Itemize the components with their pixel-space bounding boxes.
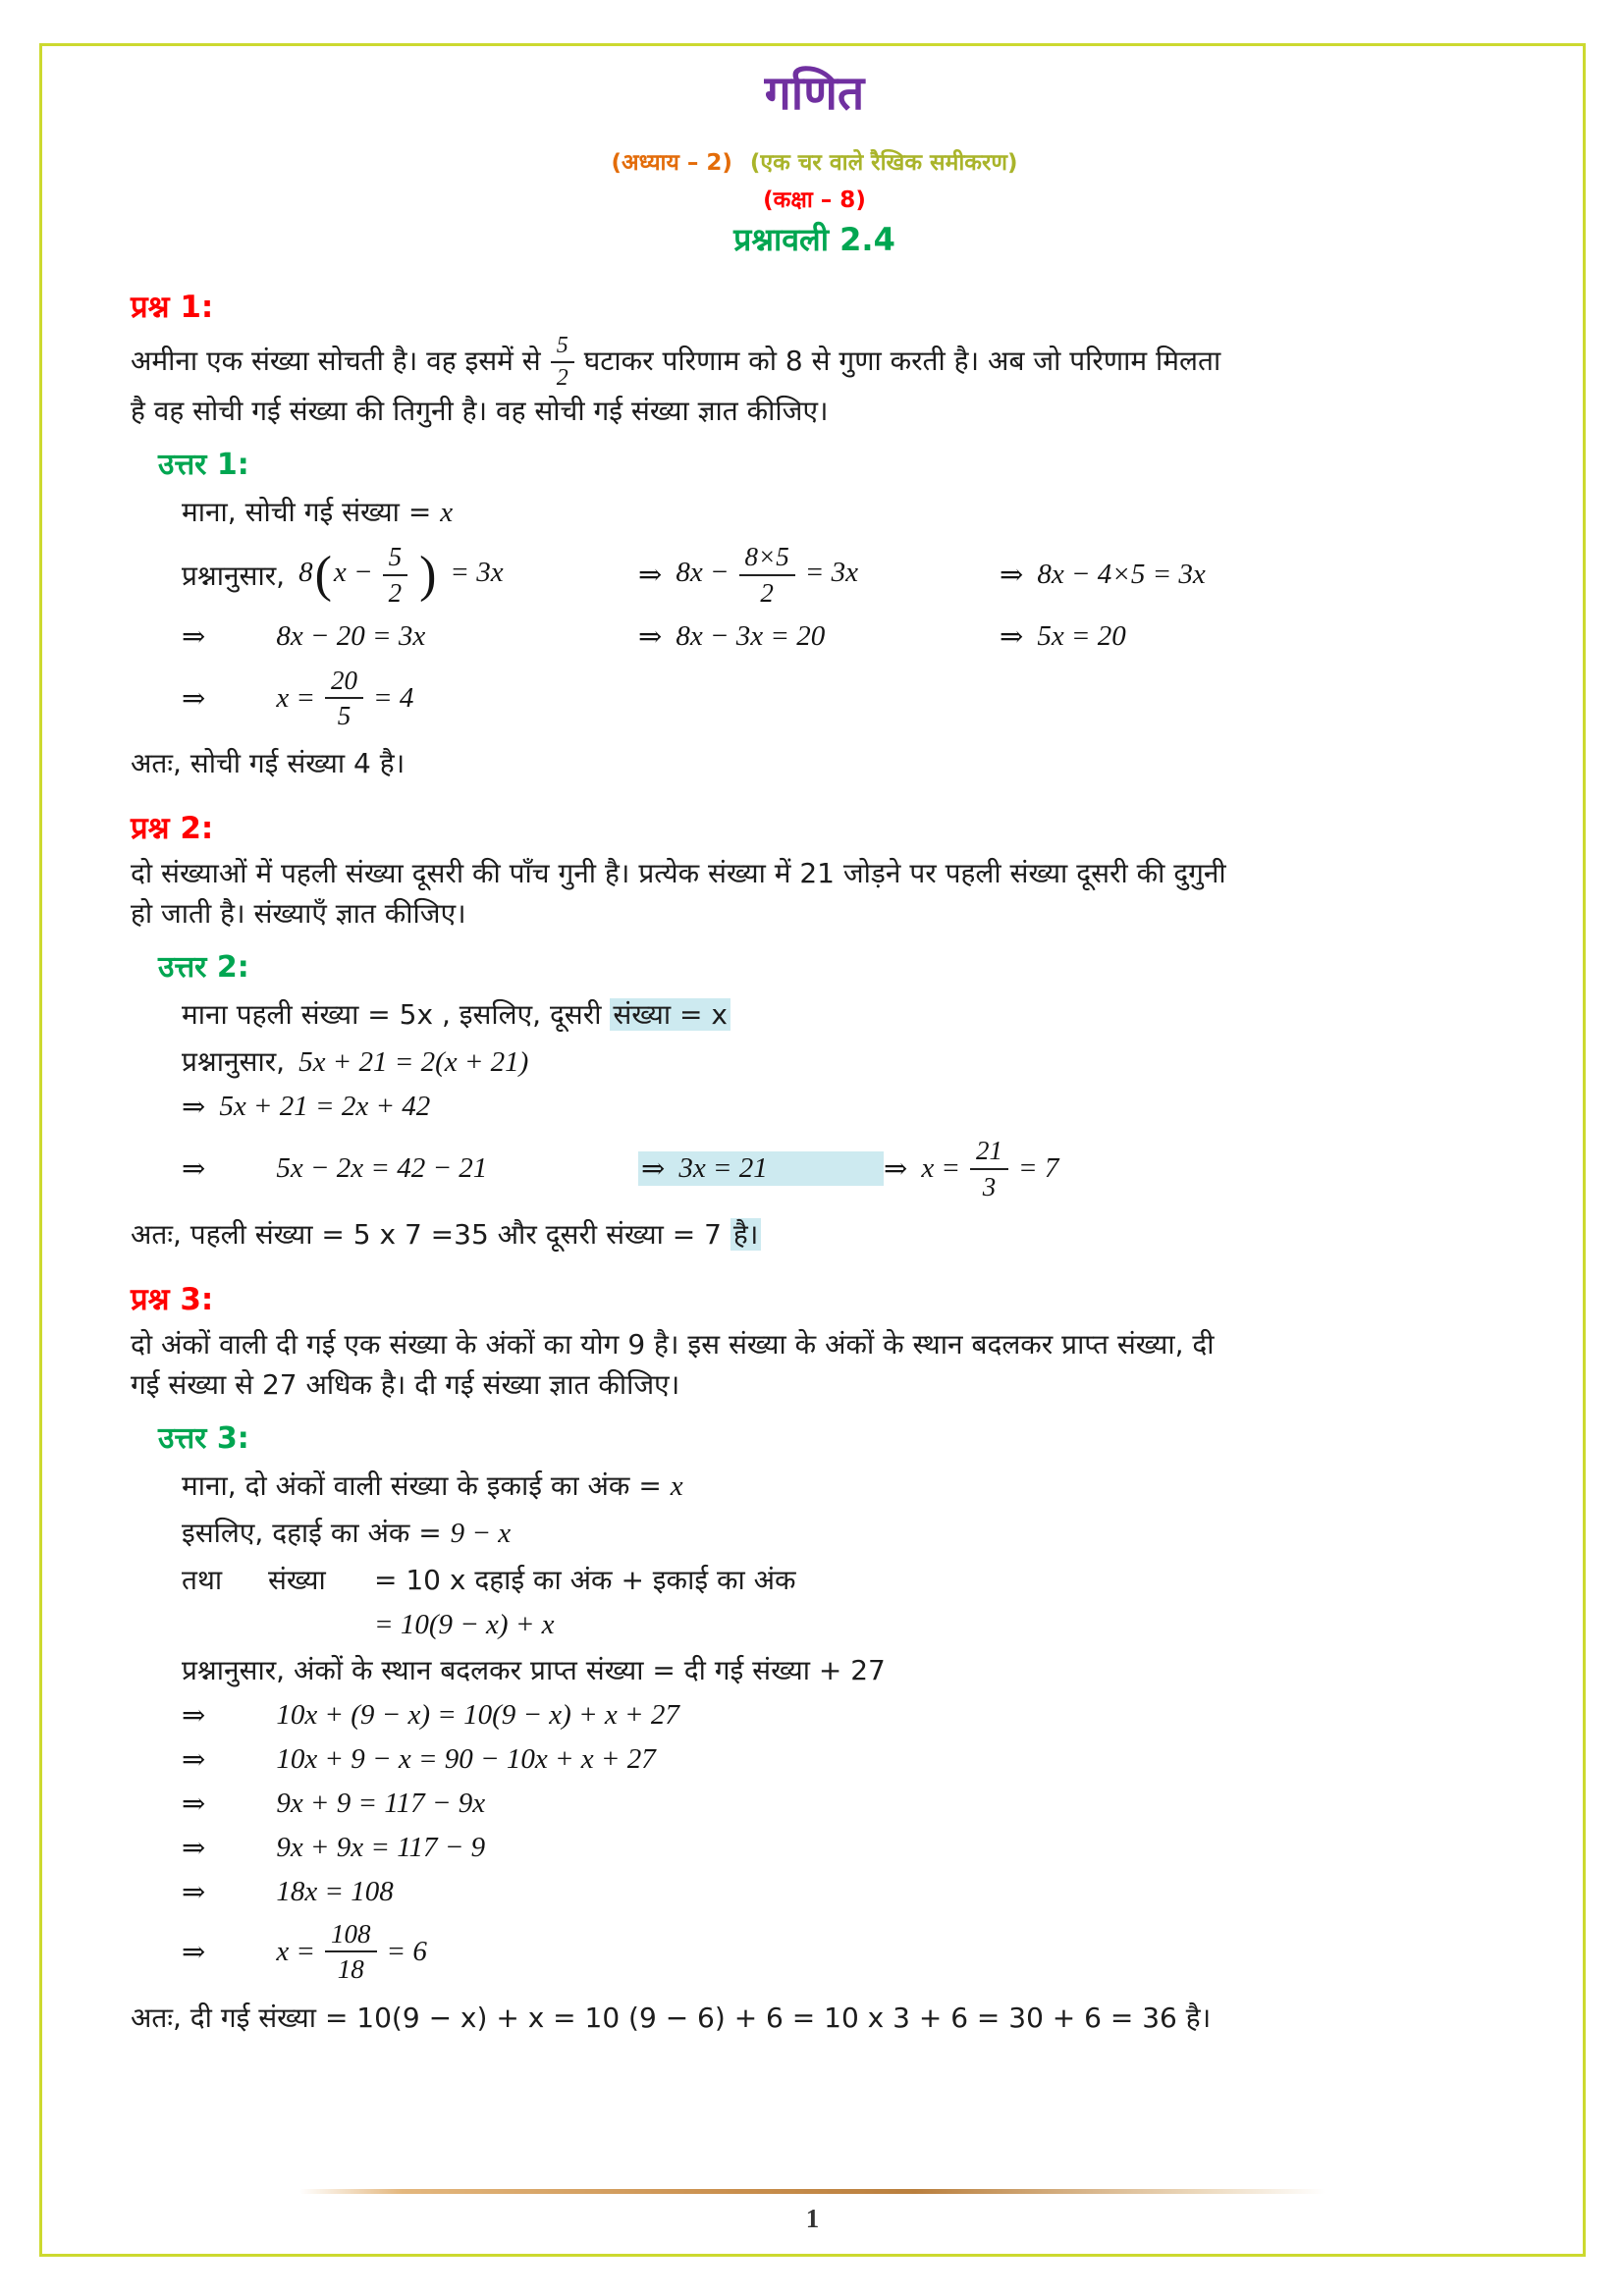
fraction: [325, 666, 363, 730]
implies-arrow: ⇒: [638, 620, 663, 653]
fraction-denominator: 2: [760, 577, 774, 608]
equation: 5x = 20: [1037, 619, 1126, 652]
solution-step-1: [182, 1090, 1498, 1124]
fraction-denominator: 3: [982, 1171, 997, 1201]
implies-arrow: ⇒: [182, 620, 206, 653]
page-border-frame: [39, 43, 1586, 2257]
page-number: 1: [805, 2204, 820, 2233]
implies-arrow: ⇒: [182, 1936, 206, 1968]
question-2-text-line1: दो संख्याओं में पहली संख्या दूसरी की पाँच गुनी है। प्रत्येक संख्या में 21 जोड़ने पर पहली संख्या दूसरी की दुगुनी: [131, 857, 1226, 890]
solution-line-given: [182, 1651, 1498, 1688]
solution-line-assume: [182, 493, 1498, 530]
equation-cell: [1000, 558, 1498, 592]
fraction-denominator: 2: [388, 577, 403, 608]
equation-rhs: = 6: [386, 1935, 427, 1967]
question-3-heading: प्रश्न 3:: [131, 1281, 214, 1317]
equation-row-1: [182, 542, 1498, 607]
fraction: [325, 1919, 377, 1984]
fraction-numerator: 20: [325, 666, 363, 699]
equation: 10x + 9 − x = 90 − 10x + x + 27: [276, 1743, 656, 1776]
question-2-heading: प्रश्न 2:: [131, 811, 214, 847]
expression: = 10(9 − x) + x: [374, 1609, 555, 1641]
number-definition: = 10 x दहाई का अंक + इकाई का अंक: [374, 1564, 796, 1597]
equation: 9x + 9x = 117 − 9: [276, 1832, 486, 1864]
equation: 9x + 9 = 117 − 9x: [276, 1788, 486, 1820]
equation: 10x + (9 − x) = 10(9 − x) + x + 27: [276, 1699, 679, 1732]
equation: 5x + 21 = 2x + 42: [219, 1091, 431, 1123]
fraction-denominator: 18: [337, 1954, 364, 1985]
equation: [298, 542, 504, 607]
equation-cell: [182, 542, 638, 607]
equation-cell-highlighted: [638, 1151, 884, 1186]
implies-arrow: ⇒: [182, 1789, 206, 1821]
equation-label: प्रश्नानुसार,: [182, 559, 286, 592]
left-paren: (: [314, 546, 332, 603]
conclusion-3: अतः, दी गई संख्या = 10(9 − x) + x = 10 (9 − 6) + 6 = 10 x 3 + 6 = 30 + 6 = 36 है।: [131, 2001, 1212, 2034]
page-title: गणित: [764, 66, 865, 121]
equation-cell: [638, 542, 1000, 607]
equation: 5x + 21 = 2(x + 21): [298, 1046, 529, 1079]
exercise-title: प्रश्नावली 2.4: [733, 221, 895, 258]
solution-line-assume: [182, 1467, 1498, 1504]
conclusion-text: अतः, पहली संख्या = 5 x 7 =35 और दूसरी संख्या = 7: [131, 1217, 730, 1251]
word-tatha: तथा: [182, 1564, 223, 1597]
fraction: [551, 333, 574, 392]
fraction-numerator: 8×5: [739, 542, 795, 575]
fraction: [970, 1136, 1008, 1201]
equation-cell: [182, 619, 638, 654]
question-3-text-line2: गई संख्या से 27 अधिक है। दी गई संख्या ज्ञात कीजिए।: [131, 1367, 680, 1401]
equation-rhs: = 3x: [804, 557, 858, 589]
assume-text: माना, सोची गई संख्या =: [182, 496, 441, 529]
highlighted-text: है।: [730, 1218, 761, 1251]
implies-arrow: ⇒: [182, 1092, 206, 1124]
equation-cell: [638, 619, 1000, 654]
solution-step-2: [182, 1742, 1498, 1777]
equation-cell: [884, 1136, 1498, 1201]
fraction: [739, 542, 795, 607]
equation-lhs: x =: [276, 1935, 316, 1967]
implies-arrow: ⇒: [182, 1153, 206, 1186]
question-1-heading: प्रश्न 1:: [131, 290, 214, 325]
assume-text: माना, दो अंकों वाली संख्या के इकाई का अंक =: [182, 1469, 671, 1503]
fraction-numerator: 5: [383, 542, 408, 575]
equation-row-3: [182, 666, 1498, 730]
word-sankhya: संख्या: [268, 1564, 326, 1597]
right-paren: ): [419, 546, 437, 603]
statement-text: इसलिए, दहाई का अंक =: [182, 1517, 451, 1550]
equation-lhs: 8x −: [676, 557, 730, 589]
implies-arrow: ⇒: [1000, 620, 1024, 653]
question-3-text-line1: दो अंकों वाली दी गई एक संख्या के अंकों का योग 9 है। इस संख्या के अंकों के स्थान बदलकर प्राप्त संख्या, दी: [131, 1327, 1215, 1361]
equation-row-2: [182, 619, 1498, 654]
equation: 8x − 20 = 3x: [276, 619, 426, 652]
question-3-section: [131, 1278, 1498, 2036]
question-2-section: [131, 807, 1498, 1253]
implies-arrow: ⇒: [182, 1700, 206, 1733]
conclusion-2: [131, 1215, 1498, 1253]
answer-1-heading: उत्तर 1:: [158, 448, 249, 483]
expression: 9 − x: [450, 1518, 512, 1550]
implies-arrow: ⇒: [182, 1744, 206, 1777]
equation: 8x − 4×5 = 3x: [1037, 559, 1206, 591]
equation: 3x = 21: [678, 1152, 768, 1185]
equation-lhs: x =: [921, 1152, 961, 1185]
implies-arrow: ⇒: [182, 1833, 206, 1865]
variable-x: x: [670, 1470, 683, 1503]
fraction-numerator: 5: [551, 333, 574, 363]
solution-line-number-def: [182, 1561, 1498, 1598]
class-label: (कक्षा – 8): [763, 187, 866, 213]
fraction: [383, 542, 408, 607]
implies-arrow: ⇒: [638, 560, 663, 592]
equation: 5x − 2x = 42 − 21: [276, 1152, 488, 1185]
question-1-section: [131, 286, 1498, 781]
solution-step-1: [182, 1698, 1498, 1733]
chapter-line: [131, 145, 1498, 177]
fraction-numerator: 21: [970, 1136, 1008, 1169]
answer-2-heading: उत्तर 2:: [158, 950, 249, 986]
footer-divider: [299, 2189, 1325, 2194]
statement-text: प्रश्नानुसार, अंकों के स्थान बदलकर प्राप्त संख्या = दी गई संख्या + 27: [182, 1654, 886, 1687]
answer-3-heading: उत्तर 3:: [158, 1421, 249, 1457]
equation: 8x − 3x = 20: [676, 619, 826, 652]
equation-cell: [1000, 619, 1498, 654]
chapter-label: (अध्याय – 2): [611, 150, 732, 176]
solution-step-final: [182, 1919, 1498, 1984]
assume-text: माना पहली संख्या = 5x , इसलिए, दूसरी: [182, 998, 611, 1032]
equation-label: प्रश्नानुसार,: [182, 1045, 286, 1079]
fraction-denominator: 5: [337, 701, 352, 731]
fraction-denominator: 2: [556, 364, 568, 391]
solution-line-assume: [182, 995, 1498, 1033]
answer-1-solution: [131, 493, 1498, 730]
equation-row: [182, 1136, 1498, 1201]
fraction-numerator: 108: [325, 1919, 377, 1952]
solution-line-given: [182, 1042, 1498, 1080]
equation-lhs: x =: [276, 681, 316, 714]
page-footer: [129, 2189, 1496, 2234]
question-1-text-part2: घटाकर परिणाम को 8 से गुणा करती है। अब जो परिणाम मिलता: [583, 344, 1221, 377]
equation-rhs: = 4: [373, 681, 414, 714]
question-3-text: [131, 1325, 1498, 1405]
solution-step-4: [182, 1831, 1498, 1865]
answer-3-solution: [131, 1467, 1498, 1984]
equation: [921, 1136, 1058, 1201]
question-2-text: [131, 854, 1498, 934]
solution-step-3: [182, 1787, 1498, 1821]
implies-arrow: ⇒: [641, 1153, 666, 1186]
answer-2-solution: [131, 995, 1498, 1201]
implies-arrow: ⇒: [884, 1153, 908, 1186]
question-2-text-line2: हो जाती है। संख्याएँ ज्ञात कीजिए।: [131, 896, 466, 930]
equation: [276, 666, 413, 730]
chapter-name-label: (एक चर वाले रैखिक समीकरण): [749, 150, 1018, 176]
conclusion-1: अतः, सोची गई संख्या 4 है।: [131, 747, 406, 780]
equation: [676, 542, 858, 607]
solution-step-5: [182, 1875, 1498, 1909]
equation: 18x = 108: [276, 1876, 394, 1908]
inner-expression: x −: [333, 557, 373, 589]
highlighted-text: संख्या = x: [610, 998, 730, 1031]
implies-arrow: ⇒: [1000, 560, 1024, 592]
equation-cell: [182, 1151, 638, 1186]
implies-arrow: ⇒: [182, 1877, 206, 1909]
solution-line-tens: [182, 1514, 1498, 1551]
page-content: [42, 46, 1583, 2254]
question-1-text: [131, 333, 1498, 431]
solution-line-number-expr: [182, 1608, 1498, 1641]
equation: [276, 1919, 427, 1984]
equation-rhs: = 3x: [450, 557, 504, 589]
coefficient: 8: [298, 557, 313, 589]
question-1-text-part1: अमीना एक संख्या सोचती है। वह इसमें से: [131, 344, 541, 377]
implies-arrow: ⇒: [182, 682, 206, 715]
variable-x: x: [440, 497, 454, 529]
question-1-text-line2: है वह सोची गई संख्या की तिगुनी है। वह सोची गई संख्या ज्ञात कीजिए।: [131, 394, 829, 427]
equation-rhs: = 7: [1018, 1152, 1059, 1185]
